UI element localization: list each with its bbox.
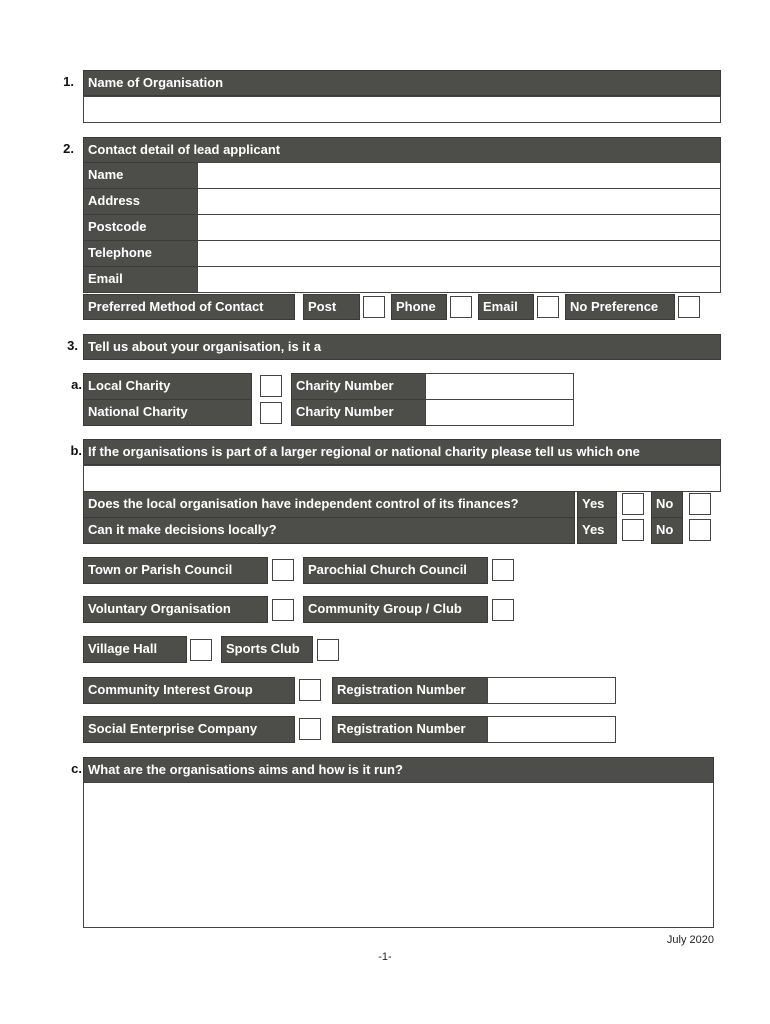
email-checkbox[interactable] [537, 296, 559, 318]
no-preference-checkbox[interactable] [678, 296, 700, 318]
aims-header: What are the organisations aims and how is it run? [83, 757, 714, 783]
contact-header: Contact detail of lead applicant [83, 137, 721, 163]
sub-b-letter: b. [70, 443, 82, 458]
decisions-yes-label: Yes [577, 517, 617, 544]
village-hall-checkbox[interactable] [190, 639, 212, 661]
section-3-number: 3. [67, 338, 78, 353]
finances-yes-label: Yes [577, 491, 617, 518]
name-input[interactable] [197, 162, 721, 189]
postcode-label: Postcode [83, 214, 198, 241]
community-group-checkbox[interactable] [492, 599, 514, 621]
org-name-header: Name of Organisation [83, 70, 721, 96]
finances-question: Does the local organisation have independent control of its finances? [83, 491, 575, 518]
telephone-label: Telephone [83, 240, 198, 267]
org-name-input[interactable] [83, 96, 721, 123]
postcode-input[interactable] [197, 214, 721, 241]
decisions-no-label: No [651, 517, 683, 544]
voluntary-organisation-checkbox[interactable] [272, 599, 294, 621]
telephone-input[interactable] [197, 240, 721, 267]
post-checkbox[interactable] [363, 296, 385, 318]
community-group-label: Community Group / Club [303, 596, 488, 623]
parochial-church-council-checkbox[interactable] [492, 559, 514, 581]
registration-number-input-2[interactable] [487, 716, 616, 743]
social-enterprise-checkbox[interactable] [299, 718, 321, 740]
local-charity-label: Local Charity [83, 373, 252, 400]
registration-number-label-2: Registration Number [332, 716, 488, 743]
charity-number-input-2[interactable] [425, 399, 574, 426]
address-label: Address [83, 188, 198, 215]
decisions-yes-checkbox[interactable] [622, 519, 644, 541]
parochial-church-council-label: Parochial Church Council [303, 557, 488, 584]
sports-club-checkbox[interactable] [317, 639, 339, 661]
footer-date: July 2020 [666, 934, 714, 946]
charity-number-input-1[interactable] [425, 373, 574, 400]
email-option-label: Email [478, 294, 534, 320]
page-number: -1- [378, 951, 392, 963]
village-hall-label: Village Hall [83, 636, 187, 663]
voluntary-organisation-label: Voluntary Organisation [83, 596, 268, 623]
larger-charity-header: If the organisations is part of a larger regional or national charity please tell us which one [83, 439, 721, 465]
finances-yes-checkbox[interactable] [622, 493, 644, 515]
national-charity-checkbox[interactable] [260, 402, 282, 424]
aims-textarea[interactable] [83, 782, 714, 928]
town-parish-council-checkbox[interactable] [272, 559, 294, 581]
registration-number-input-1[interactable] [487, 677, 616, 704]
social-enterprise-label: Social Enterprise Company [83, 716, 295, 743]
registration-number-label-1: Registration Number [332, 677, 488, 704]
sub-a-letter: a. [71, 377, 82, 392]
decisions-no-checkbox[interactable] [689, 519, 711, 541]
town-parish-council-label: Town or Parish Council [83, 557, 268, 584]
post-option-label: Post [303, 294, 360, 320]
sports-club-label: Sports Club [221, 636, 313, 663]
phone-option-label: Phone [391, 294, 447, 320]
section-1-number: 1. [63, 74, 74, 89]
preferred-contact-label: Preferred Method of Contact [83, 294, 295, 320]
email-input[interactable] [197, 266, 721, 293]
no-preference-label: No Preference [565, 294, 675, 320]
finances-no-label: No [651, 491, 683, 518]
decisions-question: Can it make decisions locally? [83, 517, 575, 544]
section-2-number: 2. [63, 141, 74, 156]
finances-no-checkbox[interactable] [689, 493, 711, 515]
organisation-type-header: Tell us about your organisation, is it a [83, 334, 721, 360]
address-input[interactable] [197, 188, 721, 215]
sub-c-letter: c. [71, 761, 82, 776]
name-label: Name [83, 162, 198, 189]
community-interest-group-label: Community Interest Group [83, 677, 295, 704]
email-label: Email [83, 266, 198, 293]
charity-number-label-1: Charity Number [291, 373, 426, 400]
larger-charity-input[interactable] [83, 465, 721, 492]
phone-checkbox[interactable] [450, 296, 472, 318]
local-charity-checkbox[interactable] [260, 375, 282, 397]
community-interest-group-checkbox[interactable] [299, 679, 321, 701]
charity-number-label-2: Charity Number [291, 399, 426, 426]
national-charity-label: National Charity [83, 399, 252, 426]
